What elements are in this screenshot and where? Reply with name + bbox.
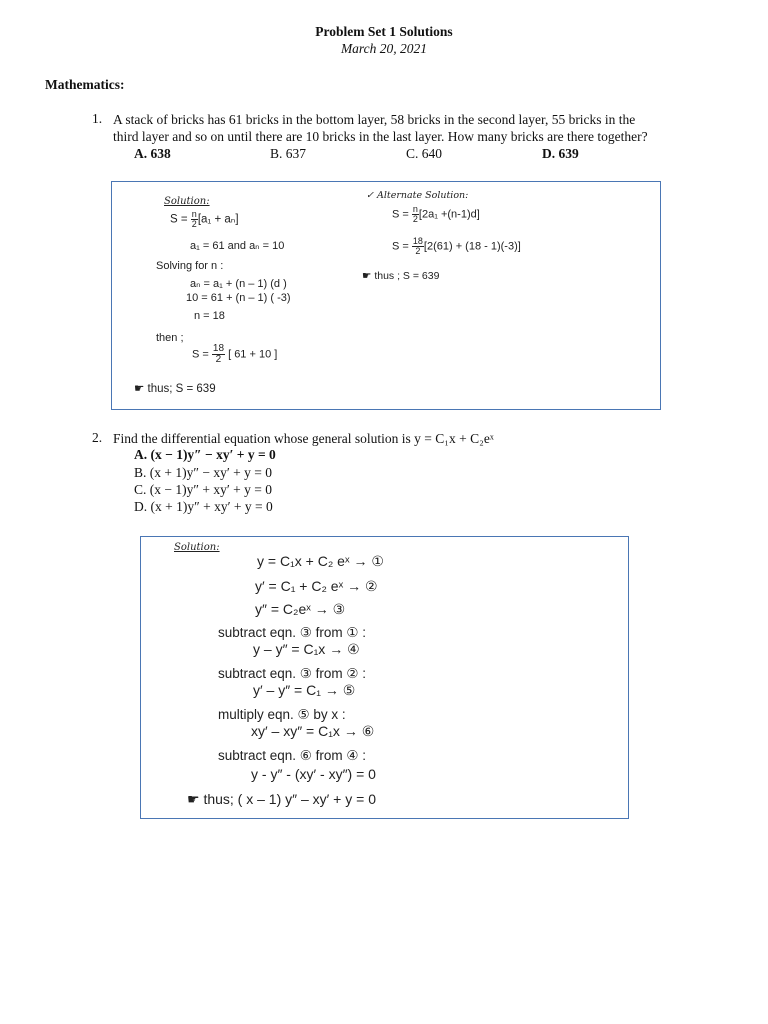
equation-final-step: y - y″ - (xy′ - xy″) = 0 [251,766,376,782]
nth-term-formula: aₙ = a₁ + (n – 1) (d ) [190,278,287,290]
equation-5: y′ – y″ = C₁ → ⑤ [253,682,356,698]
question-1-option-d: D. 639 [542,146,579,161]
question-2-option-c: C. (x − 1)y″ + xy′ + y = 0 [134,482,273,497]
alt-sum-formula: S = $\frac{n}{2}$ [2a₁ +(n-1)d] [392,204,480,224]
solution-label: Solution: [174,542,220,553]
equation-3: y″ = C₂eˣ → ③ [255,601,346,617]
page-date: March 20, 2021 [340,41,428,56]
question-1-solution-box [111,181,661,410]
question-2-solution-box [140,536,629,819]
equation-6: xy′ – xy″ = C₁x → ⑥ [251,723,375,739]
question-2-text: Find the differential equation whose general solution is y = C₁x + C₂eˣ [113,431,494,446]
equation-2: y′ = C₁ + C₂ eˣ → ② [255,578,378,594]
question-1-option-c: C. 640 [406,146,443,161]
question-2-option-d: D. (x + 1)y″ + xy′ + y = 0 [134,499,273,514]
section-heading: Mathematics: [45,77,125,92]
question-1-text-line-2: third layer and so on until there are 10 bricks in the last layer. How many bricks are there together? [113,129,648,144]
solving-for-n: Solving for n : [156,260,224,272]
substitution: 10 = 61 + (n – 1) ( -3) [186,292,291,304]
question-2-option-a: A. (x − 1)y″ − xy′ + y = 0 [134,447,276,462]
step-subtract-3-from-2: subtract eqn. ③ from ② : [218,666,367,681]
sum-substitution: S = $\frac{18}{2}$ [ 61 + 10 ] [192,343,278,365]
question-1-option-b: B. 637 [270,146,307,161]
equation-4: y – y″ = C₁x → ④ [253,641,360,657]
question-2-number: 2. [92,430,103,445]
question-1-text-line-1: A stack of bricks has 61 bricks in the bottom layer, 58 bricks in the second layer, 55 bricks in the [113,112,636,127]
q1-answer: ☛ thus; S = 639 [134,383,216,395]
step-subtract-3-from-1: subtract eqn. ③ from ① : [218,625,367,640]
alternate-solution-label: ✓ Alternate Solution: [366,190,469,201]
question-1-option-a: A. 638 [134,146,171,161]
alt-sum-substitution: S = $\frac{18}{2}$ [2(61) + (18 - 1)(-3)] [392,236,521,256]
sum-formula: S = $\frac{n}{2}$ [a₁ + aₙ] [170,209,239,229]
n-result: n = 18 [194,310,225,322]
then-label: then ; [156,332,184,344]
solution-label: Solution: [164,196,210,207]
page-title: Problem Set 1 Solutions [315,24,453,39]
given-values: a₁ = 61 and aₙ = 10 [190,240,285,252]
step-subtract-6-from-4: subtract eqn. ⑥ from ④ : [218,748,367,763]
alt-answer: ☛ thus ; S = 639 [362,270,440,282]
question-2-option-b: B. (x + 1)y″ − xy′ + y = 0 [134,465,273,480]
equation-1: y = C₁x + C₂ eˣ → ① [257,553,384,569]
question-1-number: 1. [92,111,103,126]
q2-answer: ☛ thus; ( x – 1) y″ – xy′ + y = 0 [187,791,376,807]
step-multiply-5-by-x: multiply eqn. ⑤ by x : [218,707,346,722]
